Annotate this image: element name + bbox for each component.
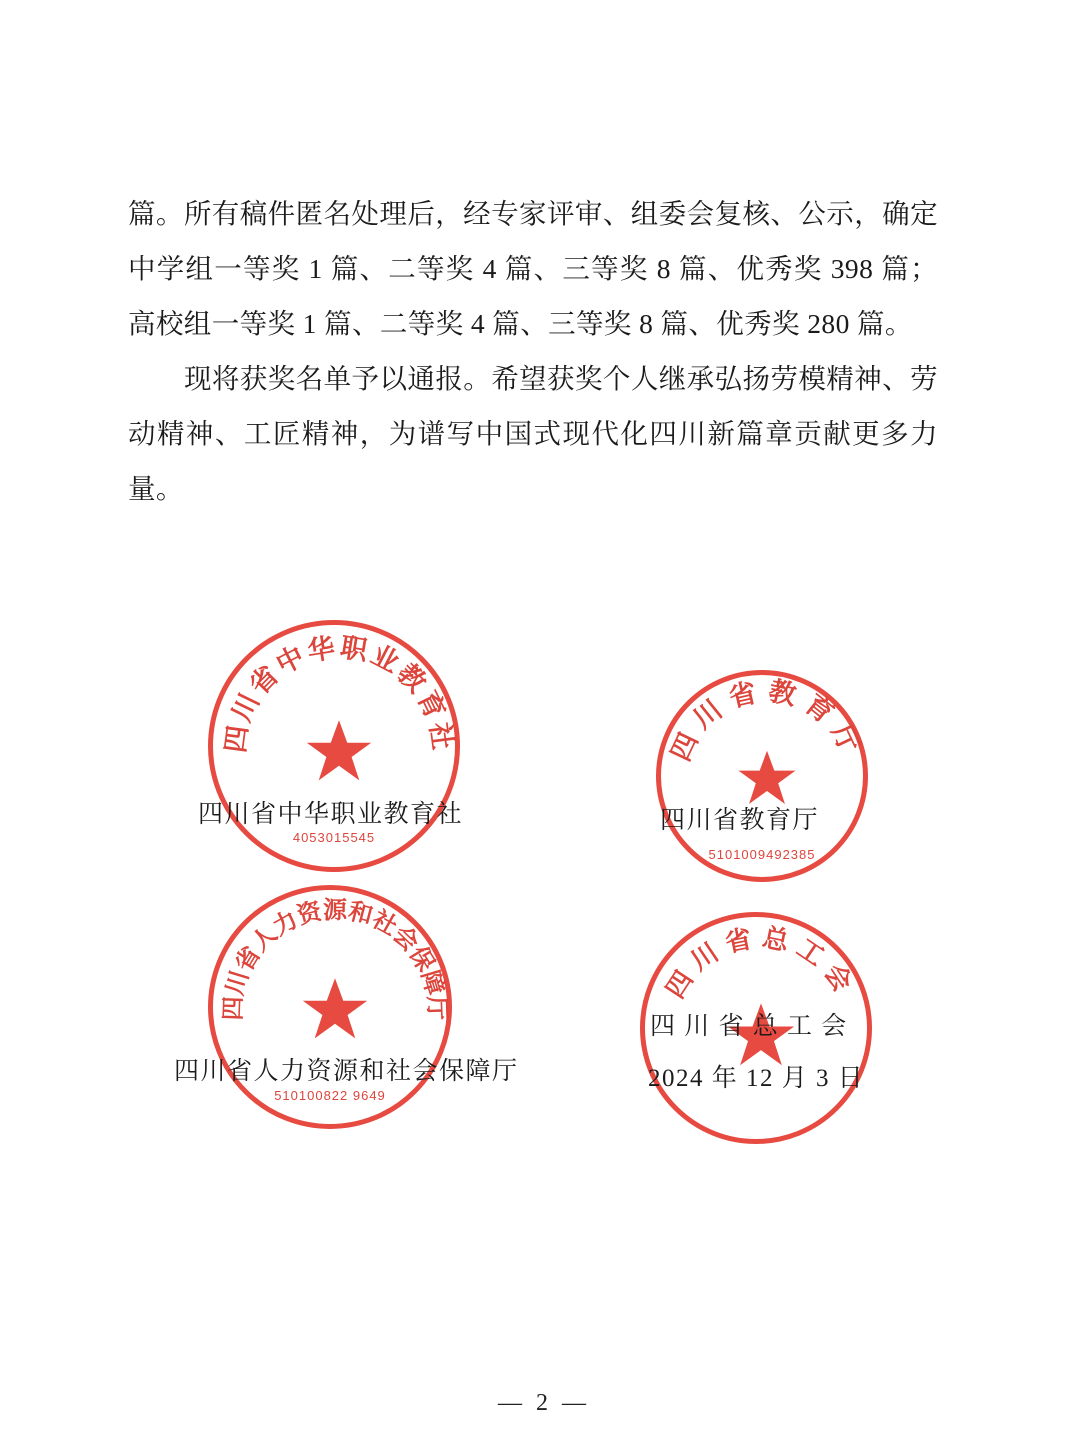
document-body [128,186,938,516]
seal-area [0,600,1080,1140]
seal-renshe [174,885,519,1135]
seal-serial: 5101009492385 [708,847,816,862]
star-icon [304,716,374,786]
star-icon [736,747,798,809]
seal-arc-text: 四川省人力资源和社会保障厅 [220,898,450,1021]
seal-arc-text: 四川省中华职业教育社 [220,632,458,755]
seal-zonggonghui [640,912,880,1152]
seal-zhonghua-zhiye-jiaoyushe [198,620,468,880]
paragraph-1: 篇。所有稿件匿名处理后，经专家评审、组委会复核、公示，确定中学组一等奖 1 篇、二等奖 4 篇、三等奖 8 篇、优秀奖 398 篇；高校组一等奖 1 篇、二等奖 4 篇、三等奖 8 篇、优秀奖 280 篇。 [128,198,938,339]
page-number-text: — 2 — [498,1390,590,1416]
seal-label-1: 四川省中华职业教育社 [198,801,464,828]
seal-label-2: 四川省教育厅 [660,807,820,834]
seal-ring [656,670,868,882]
seal-label-3: 四川省人力资源和社会保障厅 [174,1058,519,1085]
seal-arc-text: 四川省总工会 [660,922,862,1004]
seal-label-4: 四 川 省 总 工 会 [650,1013,848,1040]
svg-text:四川省总工会 [661,922,862,1004]
seal-serial: 4053015545 [292,830,376,845]
paragraph-2: 现将获奖名单予以通报。希望获奖个人继承弘扬劳模精神、劳动精神、工匠精神，为谱写中国式现代化四川新篇章贡献更多力量。 [128,363,938,504]
page-number [0,1390,1080,1417]
star-icon [300,974,370,1044]
seal-arc-text: 四川省教育厅 [665,675,869,766]
seal-jiaoyuting [656,670,876,890]
seal-ring [208,885,452,1129]
signature-date: 2024 年 12 月 3 日 [648,1065,865,1092]
seal-ring [208,620,460,872]
seal-serial: 510100822 9649 [274,1088,386,1103]
